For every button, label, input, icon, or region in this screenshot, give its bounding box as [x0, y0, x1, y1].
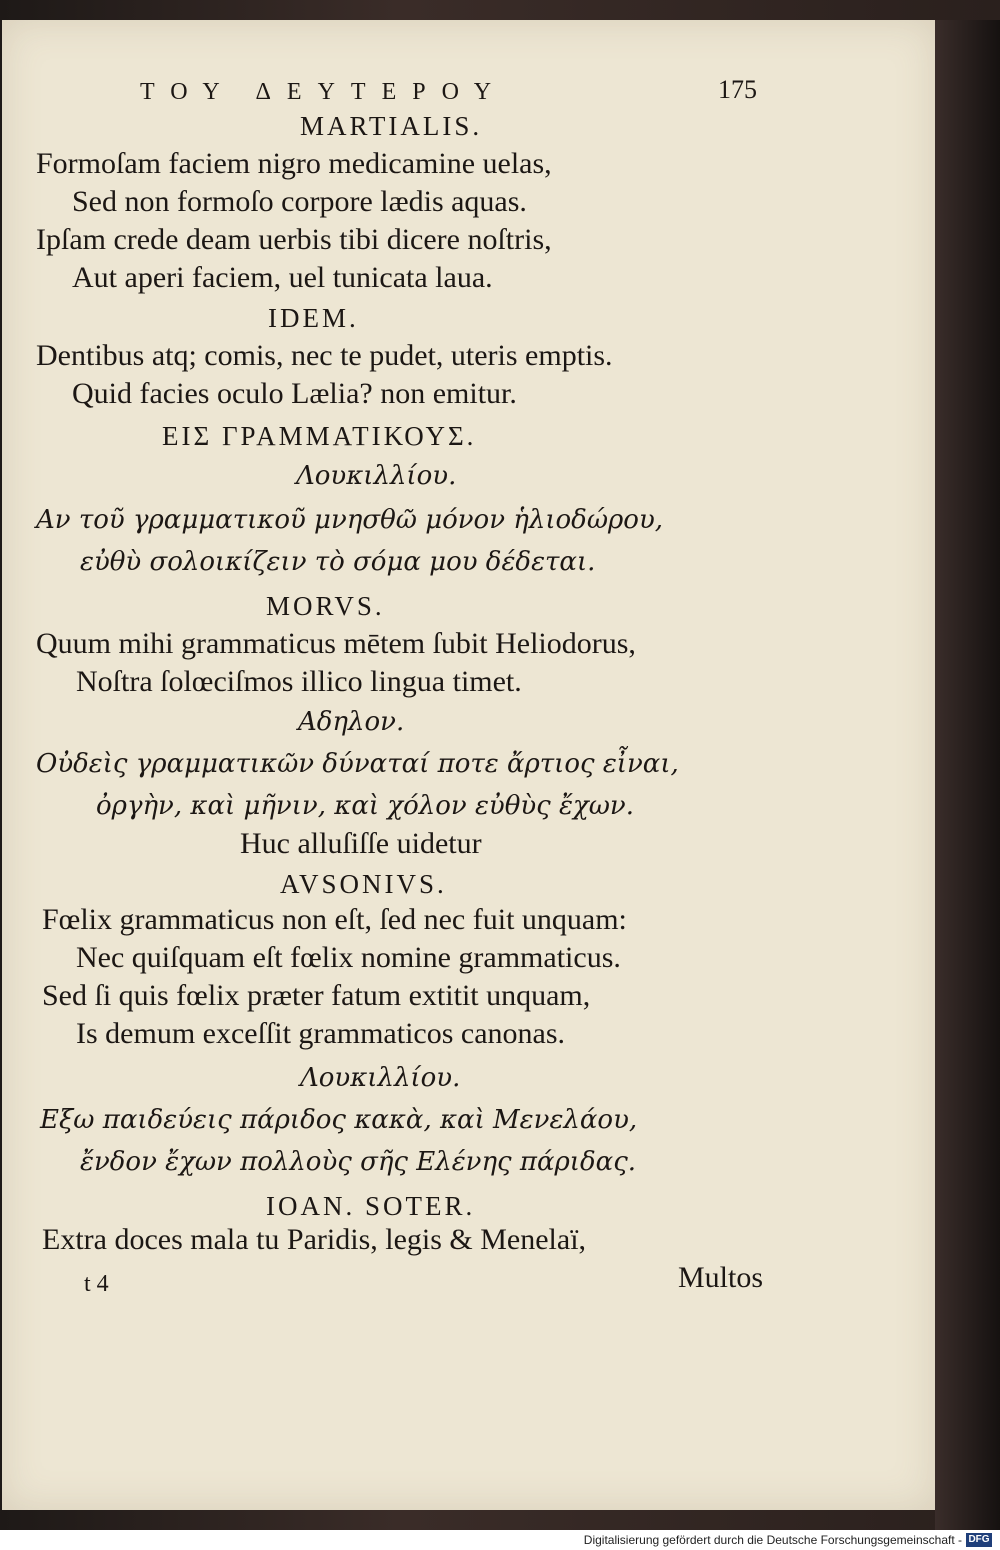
heading-morus: MORVS. — [266, 591, 385, 621]
catchword: Multos — [678, 1261, 764, 1294]
prose-line: Huc alluſiſſe uidetur — [240, 827, 482, 860]
verse-line: Is demum exceſſit grammaticos canonas. — [76, 1017, 566, 1050]
verse-line: Dentibus atq; comis, nec te pudet, uteris emptis. — [36, 339, 613, 372]
verse-line: Sed ſi quis fœlix præter fatum extitit unquam, — [42, 979, 591, 1012]
heading-greek-title: ΕΙΣ ΓΡΑΜΜΑΤΙΚΟΥΣ. — [162, 421, 477, 451]
heading-martialis: MARTIALIS. — [300, 111, 483, 141]
heading-author-greek: Αδηλον. — [298, 707, 405, 737]
heading-ioan-soter: IOAN. SOTER. — [266, 1191, 476, 1221]
greek-verse-line: Αν τοῦ γραμματικοῦ μνησθῶ μόνον ἡλιοδώρου, — [36, 505, 664, 535]
heading-author-greek: Λουκιλλίου. — [300, 1063, 461, 1093]
verse-line: Nec quiſquam eſt fœlix nomine grammaticus. — [76, 941, 621, 974]
running-title: ΤΟΥ ΔΕΥΤΕΡΟΥ — [140, 79, 508, 105]
verse-line: Extra doces mala tu Paridis, legis & Menelaï, — [42, 1223, 587, 1256]
heading-idem: IDEM. — [268, 303, 359, 333]
verse-line: Formoſam faciem nigro medicamine uelas, — [36, 147, 552, 180]
verse-line: Ipſam crede deam uerbis tibi dicere noſtris, — [36, 223, 552, 256]
signature-mark: t 4 — [84, 1271, 109, 1297]
verse-line: Quum mihi grammaticus mētem ſubit Heliodorus, — [36, 627, 636, 660]
greek-verse-line: εὐθὺ σολοικίζειν τὸ σόμα μου δέδεται. — [80, 547, 596, 577]
greek-verse-line: ἔνδον ἔχων πολλοὺς σῆς Ελένης πάριδας. — [80, 1147, 637, 1177]
greek-verse-line: Εξω παιδεύεις πάριδος κακὰ, καὶ Μενελάου, — [40, 1105, 638, 1135]
dfg-logo: DFG — [966, 1533, 992, 1547]
verse-line: Quid facies oculo Lælia? non emitur. — [72, 377, 517, 410]
verse-line: Noſtra ſolœciſmos illico lingua timet. — [76, 665, 522, 698]
heading-author-greek: Λουκιλλίου. — [296, 461, 457, 491]
verse-line: Aut aperi faciem, uel tunicata laua. — [72, 261, 493, 294]
page-number: 175 — [718, 75, 757, 104]
page-edge-shadow — [935, 20, 1000, 1530]
greek-verse-line: Οὐδεὶς γραμματικῶν δύναταί ποτε ἄρτιος εἶναι, — [36, 749, 679, 779]
verse-line: Sed non formoſo corpore lædis aquas. — [72, 185, 527, 218]
greek-verse-line: ὀργὴν, καὶ μῆνιν, καὶ χόλον εὐθὺς ἔχων. — [96, 791, 634, 821]
credit-text: Digitalisierung gefördert durch die Deutsche Forschungsgemeinschaft - — [583, 1533, 962, 1547]
verse-line: Fœlix grammaticus non eſt, ſed nec fuit unquam: — [42, 903, 627, 936]
heading-ausonius: AVSONIVS. — [280, 869, 447, 899]
